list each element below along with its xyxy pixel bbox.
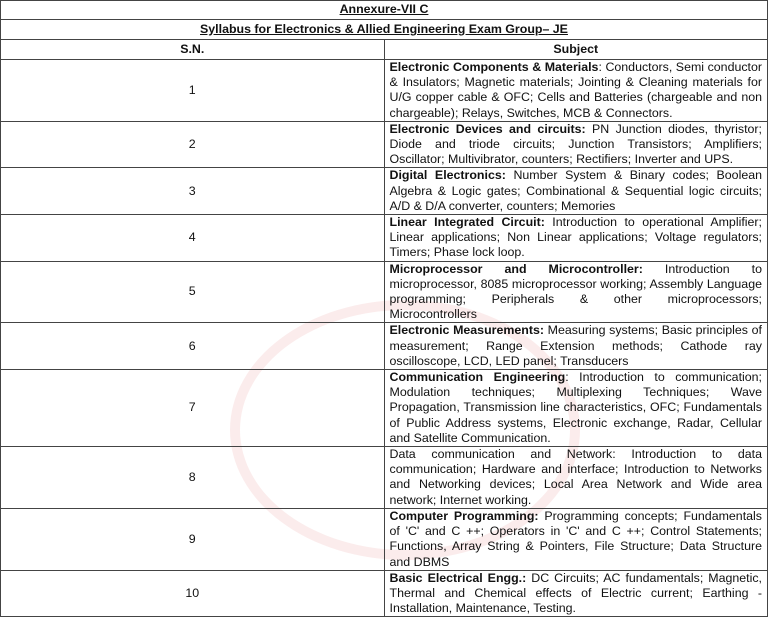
syllabus-title-cell xyxy=(1,20,768,40)
row-subject xyxy=(384,447,768,509)
row-subject xyxy=(384,215,768,262)
subject-title: Communication Engineering xyxy=(389,370,566,385)
subject-separator xyxy=(643,262,665,276)
table-row xyxy=(1,121,768,168)
row-sn: 7 xyxy=(1,370,385,447)
table-row xyxy=(1,215,768,262)
row-subject xyxy=(384,168,768,215)
annexure-cell xyxy=(1,1,768,20)
subject-text: Number System & Binary codes; Boolean Algebra & Logic gates; Combinational & Sequential logic circuits; A/D & D/A converter, counters; Memories xyxy=(389,168,762,213)
row-sn: 5 xyxy=(1,261,385,323)
row-sn: 4 xyxy=(1,215,385,262)
subject-text: PN Junction diodes, thyristor; Diode and triode circuits; Junction Transistors; Amplifiers; Oscillator; Multivibrator, counters; Rectifiers; Inverter and UPS. xyxy=(389,121,763,167)
column-header-subject: Subject xyxy=(384,40,768,60)
subject-title: Computer Programming: xyxy=(389,508,539,523)
subject-text: DC Circuits; AC fundamentals; Magnetic, Thermal and Chemical effects of Electric current; Earthing - Installation, Maintenance, Testing. xyxy=(389,570,763,616)
subject-text: Introduction to microprocessor, 8085 microprocessor working; Assembly Language programming; Peripherals & other microprocessors; Microcontrollers xyxy=(389,261,762,322)
subject-separator: : xyxy=(565,370,580,385)
subject-title: Basic Electrical Engg.: xyxy=(389,570,527,585)
table-row xyxy=(1,447,768,509)
syllabus-title-row xyxy=(1,20,768,40)
subject-title: Electronic Components & Materials xyxy=(389,60,599,74)
row-sn: 10 xyxy=(1,570,385,617)
row-subject xyxy=(384,261,768,323)
annexure-row xyxy=(1,1,768,20)
syllabus-title: Syllabus for Electronics & Allied Engineering Exam Group– JE xyxy=(200,21,568,36)
row-subject xyxy=(384,60,768,122)
subject-title: Linear Integrated Circuit: xyxy=(389,215,545,230)
row-subject xyxy=(384,570,768,617)
table-row xyxy=(1,323,768,370)
annexure-title: Annexure-VII C xyxy=(339,2,429,17)
row-sn: 8 xyxy=(1,447,385,509)
row-sn: 2 xyxy=(1,121,385,168)
subject-title: Electronic Measurements: xyxy=(389,323,544,338)
subject-title: Digital Electronics: xyxy=(389,168,506,183)
subject-text: Introduction to operational Amplifier; Linear applications; Non Linear applications; Voltage regulators; Timers; Phase lock loop. xyxy=(389,215,762,260)
subject-title: Microprocessor and Microcontroller: xyxy=(389,261,643,276)
table-row xyxy=(1,168,768,215)
subject-text: Conductors, Semi conductor & Insulators; Magnetic materials; Jointing & Cleaning materials for U/G copper cable & OFC; Cells and Batteries (chargeable and non chargeable); Relays, Switches, MCB & Connectors. xyxy=(389,60,763,120)
column-header-row xyxy=(1,40,768,60)
table-row xyxy=(1,60,768,122)
subject-text: Introduction to communication; Modulation techniques; Multiplexing Techniques; Wave Propagation, Transmission line characteristics, OFC; Fundamentals of Public Address systems, Electronic exchange, Radar, Cellular and Satellite Communication. xyxy=(389,370,762,445)
subject-text: Measuring systems; Basic principles of measurement; Range Extension methods; Cathode ray oscilloscope, LCD, LED panel; Transducers xyxy=(389,323,762,368)
row-sn: 6 xyxy=(1,323,385,370)
subject-text: Programming concepts; Fundamentals of 'C' and C ++; Operators in 'C' and C ++; Control Statements; Functions, Array String & Pointers, File Structure; Data Structure and DBMS xyxy=(389,508,762,569)
row-sn: 1 xyxy=(1,60,385,122)
subject-text: Data communication and Network: Introduction to data communication; Hardware and interface; Introduction to Networks and Networking devices; Local Area Network and Wide area network; Internet working. xyxy=(389,447,762,507)
table-row xyxy=(1,261,768,323)
column-header-sn: S.N. xyxy=(1,40,385,60)
table-row xyxy=(1,508,768,570)
table-row xyxy=(1,570,768,617)
row-subject xyxy=(384,508,768,570)
row-subject xyxy=(384,121,768,168)
table-row xyxy=(1,370,768,447)
subject-title: Electronic Devices and circuits: xyxy=(389,121,586,136)
row-sn: 3 xyxy=(1,168,385,215)
row-subject xyxy=(384,370,768,447)
row-sn: 9 xyxy=(1,508,385,570)
row-subject xyxy=(384,323,768,370)
subject-separator: : xyxy=(598,60,606,74)
